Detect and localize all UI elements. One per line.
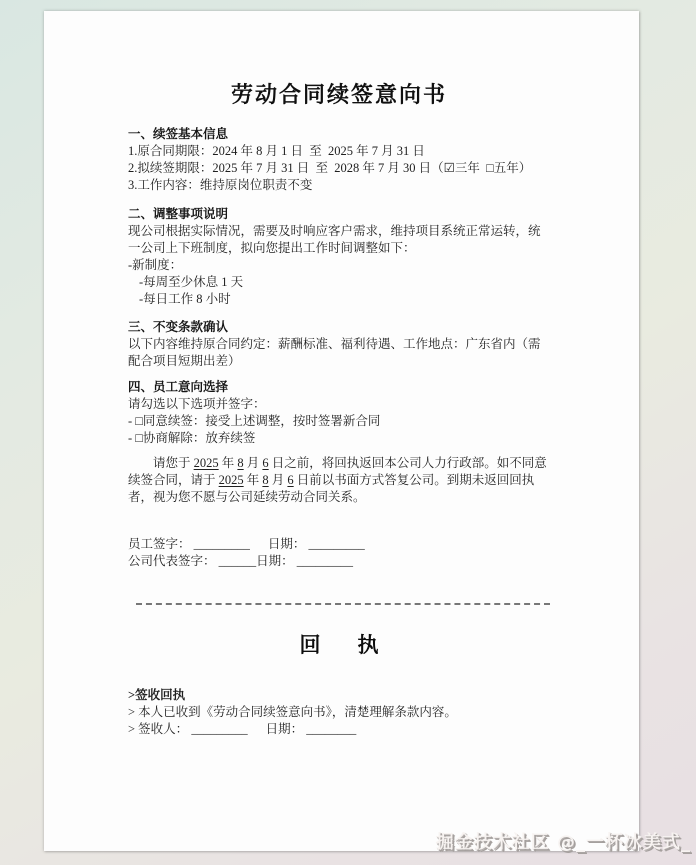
employee-date-blank: _________ bbox=[305, 537, 365, 551]
employee-signature-row bbox=[128, 536, 550, 553]
deadline-month: 8 bbox=[237, 456, 244, 470]
option-terminate-row bbox=[128, 430, 550, 447]
notice-seg: 日之前，将回执返回本公司人力行政部。如不同意续签合同，请于 bbox=[128, 456, 547, 487]
document-page bbox=[44, 11, 639, 851]
notice-seg: 月 bbox=[243, 456, 263, 470]
company-signature-label: 公司代表签字： bbox=[128, 554, 216, 568]
option-terminate-bullet: - bbox=[128, 431, 136, 445]
checkbox-terminate-icon: □ bbox=[135, 431, 143, 445]
option-three-years-label: 三年 bbox=[454, 161, 487, 175]
return-notice-paragraph bbox=[128, 455, 550, 506]
receipt-ack-statement: > 本人已收到《劳动合同续签意向书》，清楚理解条款内容。 bbox=[128, 705, 457, 719]
adjustment-paragraph: 现公司根据实际情况，需要及时响应客户需求，维持项目系统正常运转，统一公司上下班制度，拟向您提出工作时间调整如下： bbox=[128, 224, 541, 255]
employee-signature-label: 员工签字： bbox=[128, 537, 191, 551]
section-3-heading: 三、不变条款确认 bbox=[128, 320, 229, 334]
employee-date-label: 日期： bbox=[267, 537, 306, 551]
reply-deadline-year: 2025 bbox=[218, 473, 244, 487]
company-date-blank: _________ bbox=[293, 554, 354, 568]
community-watermark: 掘金技术社区 @_一杯冰美式_ bbox=[435, 832, 691, 853]
checkbox-agree-icon: □ bbox=[135, 414, 143, 428]
dashed-tear-line bbox=[136, 603, 550, 605]
notice-text bbox=[128, 455, 550, 506]
deadline-day: 6 bbox=[262, 456, 269, 470]
receipt-signer-blank: _________ bbox=[188, 722, 248, 736]
company-signature-blank: ______ bbox=[215, 554, 257, 568]
section-basic-info bbox=[128, 126, 550, 194]
option-five-years-label: 五年） bbox=[493, 161, 532, 175]
section-2-heading: 二、调整事项说明 bbox=[128, 207, 229, 221]
work-hours-item: -每日工作 8 小时 bbox=[139, 292, 231, 306]
reply-deadline-day: 6 bbox=[287, 473, 294, 487]
job-content-line: 3.工作内容：维持原岗位职责不变 bbox=[128, 178, 313, 192]
section-4-heading: 四、员工意向选择 bbox=[128, 380, 229, 394]
employee-signature-blank: _________ bbox=[190, 537, 250, 551]
checkbox-unchecked-icon: □ bbox=[486, 161, 494, 175]
unchanged-terms-paragraph: 以下内容维持原合同约定：薪酬标准、福利待遇、工作地点：广东省内（需配合项目短期出差） bbox=[128, 337, 541, 368]
receipt-ack-heading: >签收回执 bbox=[128, 688, 186, 702]
company-date-label: 日期： bbox=[256, 554, 294, 568]
renewal-term-text: 2.拟续签期限：2025 年 7 月 31 日 至 2028 年 7 月 30 日（ bbox=[128, 161, 444, 175]
reply-deadline-month: 8 bbox=[262, 473, 269, 487]
receipt-title-char-2: 执 bbox=[357, 633, 379, 657]
section-adjustments bbox=[128, 206, 550, 308]
receipt-date-label: 日期： bbox=[265, 722, 304, 736]
choice-instruction: 请勾选以下选项并签字： bbox=[128, 397, 266, 411]
receipt-signer-row bbox=[128, 721, 550, 738]
notice-seg: 年 bbox=[218, 456, 238, 470]
renewal-term-line bbox=[128, 160, 550, 177]
option-agree-row bbox=[128, 413, 550, 430]
receipt-date-blank: ________ bbox=[303, 722, 357, 736]
notice-seg: 年 bbox=[243, 473, 263, 487]
receipt-title-char-1: 回 bbox=[299, 633, 321, 657]
receipt-section bbox=[128, 687, 550, 738]
company-signature-row bbox=[128, 553, 550, 570]
signature-block bbox=[128, 536, 550, 570]
notice-seg: 月 bbox=[268, 473, 288, 487]
option-agree-label: 同意续签：接受上述调整，按时签署新合同 bbox=[142, 414, 381, 428]
deadline-year: 2025 bbox=[193, 456, 219, 470]
notice-seg: 日前以书面方式答复公司。到期未返回回执者，视为您不愿与公司延续劳动合同关系。 bbox=[128, 473, 535, 504]
new-policy-label: -新制度： bbox=[128, 258, 183, 272]
rest-day-item: -每周至少休息 1 天 bbox=[139, 275, 244, 289]
document-content bbox=[44, 11, 639, 738]
document-title: 劳动合同续签意向书 bbox=[230, 83, 447, 108]
section-unchanged-terms bbox=[128, 319, 550, 370]
checkbox-checked-icon: ☑ bbox=[443, 161, 455, 175]
receipt-signer-label: > 签收人： bbox=[128, 722, 189, 736]
option-terminate-label: 协商解除：放弃续签 bbox=[142, 431, 256, 445]
receipt-title bbox=[128, 630, 550, 660]
original-contract-term-line: 1.原合同期限：2024 年 8 月 1 日 至 2025 年 7 月 31 日 bbox=[128, 144, 425, 158]
notice-seg: 请您于 bbox=[153, 456, 194, 470]
section-employee-choice bbox=[128, 379, 550, 447]
option-agree-bullet: - bbox=[128, 414, 136, 428]
section-1-heading: 一、续签基本信息 bbox=[128, 127, 229, 141]
